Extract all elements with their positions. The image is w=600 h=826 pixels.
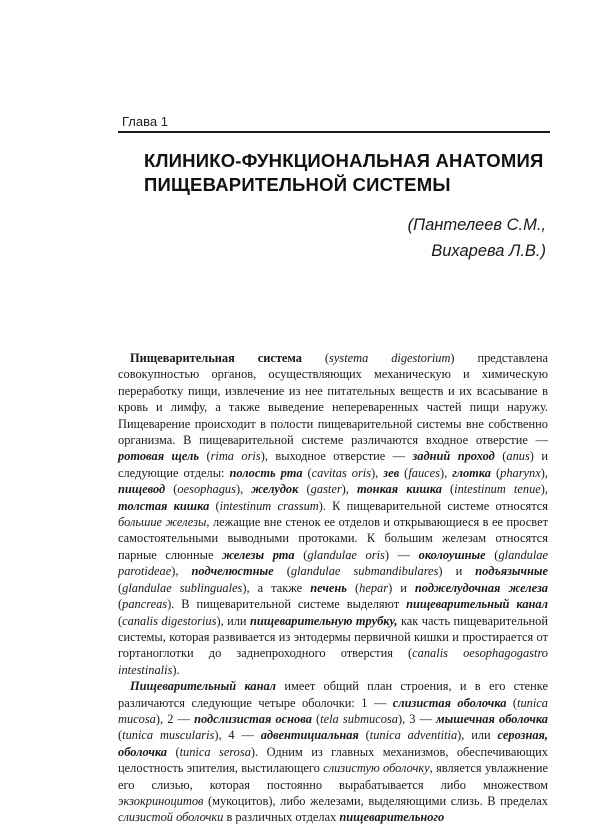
authors-line-2: Вихарева Л.В.) [431, 242, 546, 260]
term-bold-italic: подчелюстные [191, 564, 274, 579]
term-latin: tunica adventitia [369, 728, 458, 743]
term-latin: tela submucosa [320, 711, 398, 726]
text-run: ), 3 — [397, 711, 437, 726]
paragraph-2 [118, 678, 548, 826]
term-bold-italic: глотка [452, 465, 491, 480]
chapter-label: Глава 1 [122, 114, 168, 129]
text-run: ), выходное отверстие — [260, 449, 413, 464]
text-run: ), [540, 465, 548, 480]
text-run: ( [294, 547, 308, 562]
term-bold-italic: желудок [251, 482, 299, 497]
term-bold-italic: железы рта [222, 547, 295, 562]
text-run: как часть пищеварительной системы, которая развивается из энтодермы первичной кишки и простирается от гортаноглотки до заднепроходного отверстия ( [118, 613, 549, 661]
term-bold-italic: подслизистая основа [194, 711, 312, 726]
term-bold-italic: серозная, оболочка [118, 728, 548, 759]
text-run: ( [199, 449, 211, 464]
text-run: ). В пищеварительной системе выделяют [167, 597, 407, 612]
term-latin: cavitas oris [311, 465, 372, 480]
term-latin: pancreas [122, 597, 168, 612]
text-run: ), [235, 482, 252, 497]
text-run: ), [439, 465, 453, 480]
text-run: ), [371, 465, 384, 480]
term-latin: gaster [310, 482, 342, 497]
text-run: ), 2 — [155, 711, 195, 726]
term-latin: glandulae parotideae [118, 547, 548, 579]
text-run: ( [118, 580, 123, 595]
chapter-title [144, 149, 564, 197]
term-bold-italic: пищеварительного [339, 810, 445, 825]
text-run: ( [485, 547, 499, 562]
term-latin: intestinum crassum [219, 498, 319, 513]
text-run: ( [311, 711, 321, 726]
text-run: ), 4 — [214, 728, 261, 743]
term-latin: canalis digestorius [122, 613, 217, 628]
term-bold-italic: Пищеварительный канал [130, 679, 277, 694]
text-run: ). [172, 662, 180, 677]
text-run: ), или [457, 728, 498, 743]
term-bold-italic: тонкая кишка [357, 482, 442, 497]
text-run: ). Одним из главных механизмов, обеспечивающих целостность эпителия, выстилающего [118, 744, 548, 776]
term-latin: fauces [408, 465, 440, 480]
term-bold-italic: адвентициальная [260, 728, 359, 743]
term-latin: rima oris [210, 449, 261, 464]
term-bold-italic: толстая кишка [118, 498, 210, 513]
text-run: ( [494, 449, 507, 464]
text-run: ), а также [242, 580, 311, 595]
header-rule [118, 131, 550, 133]
term-latin: glandulae oris [307, 547, 385, 562]
term-bold-italic: ротовая щель [118, 449, 200, 464]
text-run: , лежащие вне стенок ее отделов и открывающиеся в ее просвет самостоятельными выводными протоками. К большим железам относятся парные слюнные [118, 515, 548, 562]
text-run: ( [490, 465, 501, 480]
term-bold-italic: полость рта [229, 465, 303, 480]
text-run: , является увлажнение его слизью, которая постоянно вырабатывается либо множеством [118, 761, 548, 792]
text-run: ( [441, 482, 455, 497]
text-run: ) и следующие отделы: [118, 449, 548, 480]
term-bold-italic: печень [310, 580, 347, 595]
term-latin: oesophagus [177, 482, 236, 497]
term-latin: tunica muscularis [122, 728, 215, 743]
term-latin: hepar [359, 580, 389, 595]
text-run: ( [506, 695, 517, 710]
term-italic: большие железы [118, 515, 207, 530]
chapter-title-line-1: КЛИНИКО-ФУНКЦИОНАЛЬНАЯ АНАТОМИЯ [144, 150, 544, 171]
term-bold-italic: мышечная оболочка [436, 711, 548, 726]
text-run: ( [165, 482, 178, 497]
term-latin: tunica mucosa [118, 695, 548, 726]
term-latin: canalis oesophagogastro intestinalis [118, 646, 549, 677]
text-run: ( [273, 564, 291, 579]
term-latin: anus [506, 449, 530, 464]
term-bold-italic: околоушные [418, 547, 486, 562]
term-latin: intestinum tenue [454, 482, 541, 497]
text-run: ) и [388, 580, 415, 595]
term-italic: экзокриноцитов [118, 793, 204, 808]
authors [408, 212, 546, 264]
text-run: в различных отделах [223, 810, 340, 825]
term-bold-italic: зев [383, 465, 400, 480]
text-run: ), или [216, 613, 251, 628]
text-run: ( [118, 597, 123, 612]
text-run: ( [302, 465, 312, 480]
text-run: ) — [384, 547, 419, 562]
term-bold-italic: подъязычные [475, 564, 549, 579]
text-run: ( [301, 351, 330, 365]
text-run: ) и [438, 564, 476, 579]
term-italic: слизистой оболочки [118, 810, 224, 825]
term-bold-italic: пищеварительный канал [406, 597, 548, 612]
text-run: ). К пищеварительной системе относятся [318, 498, 548, 513]
text-run: ( [118, 613, 123, 628]
text-run: ), [171, 564, 192, 579]
text-run: ( [346, 580, 360, 595]
text-run: ), [540, 482, 548, 497]
text-run: ( [298, 482, 311, 497]
term-latin: pharynx [500, 465, 541, 480]
term-latin: glandulae submandibulares [290, 564, 439, 579]
term-italic: слизистую оболочку [323, 761, 430, 776]
term-bold-italic: поджелудочная железа [414, 580, 549, 595]
text-run: ( [209, 498, 220, 513]
paragraph-1 [118, 350, 548, 678]
text-run: имеет общий план строения, и в его стенке различаются следующие четыре оболочки: 1 — [118, 679, 548, 710]
term-bold: Пищеварительная система [130, 351, 302, 365]
text-run: ( [118, 728, 123, 743]
term-latin: tunica serosa [179, 744, 251, 759]
text-run: ) представлена совокупностью органов, осуществляющих механическую и химическую переработку пищи, извлечение из нее питательных веществ и их всасывание в кровь и лимфу, а также выведение непереваренных частей пищи наружу. Пищеварение происходит в полости пищеварительной системы вне собственно организма. В пищеварительной системе различаются входное отверстие — [118, 351, 548, 448]
text-run: ( [399, 465, 409, 480]
term-bold-italic: пищеварительную трубку, [250, 613, 398, 628]
term-latin: glandulae sublinguales [122, 580, 243, 595]
text-run: (мукоцитов), либо железами, выделяющими слизь. В пределах [203, 793, 548, 808]
text-run: ( [167, 744, 180, 759]
text-run: ( [358, 728, 370, 743]
body-text [118, 350, 548, 826]
term-bold-italic: задний проход [412, 449, 495, 464]
term-latin: systema digestorium [329, 351, 451, 365]
chapter-title-line-2: ПИЩЕВАРИТЕЛЬНОЙ СИСТЕМЫ [144, 174, 451, 195]
term-bold-italic: слизистая оболочка [392, 695, 507, 710]
text-run: ), [341, 482, 358, 497]
term-bold-italic: пищевод [118, 482, 166, 497]
authors-line-1: (Пантелеев С.М., [407, 216, 546, 234]
